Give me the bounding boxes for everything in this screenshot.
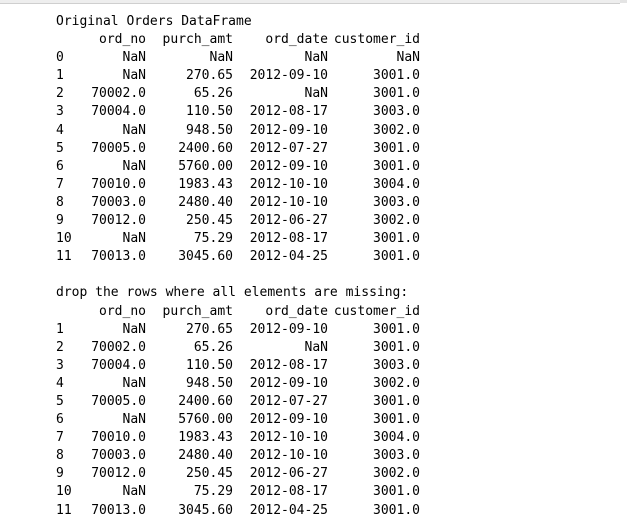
column-header: customer_id (333, 32, 420, 48)
table-cell: 2012-10-10 (249, 194, 328, 210)
table-row (56, 393, 420, 411)
table-cell: 2012-09-10 (249, 375, 328, 391)
table-cell: 3002.0 (373, 466, 420, 482)
table-cell: 3001.0 (373, 484, 420, 500)
row-index: 7 (56, 176, 64, 192)
table-cell: 3001.0 (373, 231, 420, 247)
table-cell: 3001.0 (373, 321, 420, 337)
table-cell: 110.50 (186, 104, 233, 120)
table-cell: 2012-07-27 (249, 140, 328, 156)
table-row (56, 339, 420, 357)
table-cell: NaN (122, 158, 146, 174)
table-cell: NaN (122, 122, 146, 138)
table-cell: 70012.0 (91, 213, 146, 229)
row-index: 4 (56, 122, 64, 138)
row-index: 6 (56, 412, 64, 428)
table-cell: 3045.60 (178, 249, 233, 265)
table-cell: 75.29 (193, 484, 233, 500)
row-index: 3 (56, 357, 64, 373)
table-cell: 2012-09-10 (249, 122, 328, 138)
table-row (56, 158, 420, 176)
cell-corner-edge (620, 0, 627, 3)
table-cell: 3045.60 (178, 502, 233, 518)
row-index: 3 (56, 104, 64, 120)
table-cell: 3002.0 (373, 213, 420, 229)
table-cell: 3004.0 (373, 430, 420, 446)
row-index: 8 (56, 194, 64, 210)
table-cell: 2400.60 (178, 140, 233, 156)
table-cell: 2012-10-10 (249, 176, 328, 192)
table-cell: 948.50 (186, 122, 233, 138)
table-cell: 3001.0 (373, 158, 420, 174)
table-row (56, 502, 420, 520)
row-index: 4 (56, 375, 64, 391)
table-row (56, 321, 420, 339)
row-index: 1 (56, 68, 64, 84)
table-cell: 3001.0 (373, 412, 420, 428)
table-row (56, 67, 420, 85)
dropped-rows-table (56, 303, 420, 520)
row-index: 1 (56, 321, 64, 337)
table-cell: 3003.0 (373, 194, 420, 210)
row-index: 10 (56, 484, 72, 500)
cell-top-divider (0, 3, 620, 4)
column-header (56, 303, 88, 321)
table-cell: 70002.0 (91, 339, 146, 355)
cell-output (56, 13, 420, 520)
table-cell: 70004.0 (91, 357, 146, 373)
row-index: 11 (56, 502, 72, 518)
table-row (56, 447, 420, 465)
table-cell: 75.29 (193, 231, 233, 247)
table-row (56, 194, 420, 212)
table-row (56, 49, 420, 67)
table-row (56, 176, 420, 194)
column-header: purch_amt (162, 303, 233, 319)
table-cell: 70010.0 (91, 430, 146, 446)
table-cell: 3001.0 (373, 339, 420, 355)
column-header: customer_id (333, 303, 420, 319)
table-cell: 3003.0 (373, 104, 420, 120)
table-cell: NaN (304, 86, 328, 102)
table-cell: NaN (122, 412, 146, 428)
table-cell: 3001.0 (373, 86, 420, 102)
table-cell: 3002.0 (373, 122, 420, 138)
table-cell: 948.50 (186, 375, 233, 391)
table-cell: 70012.0 (91, 466, 146, 482)
table-cell: 5760.00 (178, 158, 233, 174)
table-cell: 3001.0 (373, 393, 420, 409)
row-index: 9 (56, 213, 64, 229)
row-index: 10 (56, 231, 72, 247)
table-cell: 250.45 (186, 213, 233, 229)
table-cell: 3002.0 (373, 375, 420, 391)
table-cell: 5760.00 (178, 412, 233, 428)
row-index: 2 (56, 339, 64, 355)
column-header: ord_date (265, 32, 328, 48)
column-header: ord_no (99, 303, 146, 319)
table-header-row (56, 303, 420, 321)
table-cell: NaN (122, 321, 146, 337)
table-cell: 2012-10-10 (249, 430, 328, 446)
table-cell: NaN (209, 50, 233, 66)
column-header: purch_amt (162, 32, 233, 48)
table-cell: NaN (122, 375, 146, 391)
table-row (56, 248, 420, 266)
table-cell: 2012-04-25 (249, 502, 328, 518)
section-title-original: Original Orders DataFrame (56, 14, 252, 29)
table-cell: 2480.40 (178, 448, 233, 464)
blank-line (56, 266, 420, 284)
table-cell: 70005.0 (91, 393, 146, 409)
table-cell: 2400.60 (178, 393, 233, 409)
table-cell: NaN (304, 50, 328, 66)
table-cell: 110.50 (186, 357, 233, 373)
table-cell: 70003.0 (91, 448, 146, 464)
table-cell: 2012-08-17 (249, 104, 328, 120)
table-cell: 70002.0 (91, 86, 146, 102)
row-index: 9 (56, 466, 64, 482)
table-cell: 2480.40 (178, 194, 233, 210)
table-row (56, 230, 420, 248)
table-cell: 2012-04-25 (249, 249, 328, 265)
table-cell: 1983.43 (178, 430, 233, 446)
table-cell: 2012-10-10 (249, 448, 328, 464)
original-orders-table (56, 31, 420, 266)
table-cell: 2012-08-17 (249, 231, 328, 247)
table-row (56, 140, 420, 158)
table-cell: NaN (122, 484, 146, 500)
table-cell: 65.26 (193, 86, 233, 102)
table-row (56, 357, 420, 375)
table-row (56, 483, 420, 501)
table-cell: 70005.0 (91, 140, 146, 156)
table-cell: NaN (122, 231, 146, 247)
table-cell: 2012-06-27 (249, 213, 328, 229)
table-cell: 3003.0 (373, 448, 420, 464)
table-cell: 3001.0 (373, 502, 420, 518)
section-title-dropped: drop the rows where all elements are missing: (56, 285, 409, 301)
table-row (56, 212, 420, 230)
column-header (56, 31, 88, 49)
table-cell: 250.45 (186, 466, 233, 482)
row-index: 5 (56, 393, 64, 409)
table-row (56, 122, 420, 140)
table-cell: 2012-09-10 (249, 68, 328, 84)
table-row (56, 465, 420, 483)
table-row (56, 103, 420, 121)
row-index: 5 (56, 140, 64, 156)
table-cell: 2012-09-10 (249, 158, 328, 174)
table-header-row (56, 31, 420, 49)
table-cell: 70003.0 (91, 194, 146, 210)
table-cell: 70010.0 (91, 176, 146, 192)
table-row (56, 429, 420, 447)
table-cell: 2012-07-27 (249, 393, 328, 409)
column-header: ord_date (265, 303, 328, 319)
table-cell: 270.65 (186, 68, 233, 84)
row-index: 11 (56, 249, 72, 265)
table-cell: 3004.0 (373, 176, 420, 192)
table-cell: 70004.0 (91, 104, 146, 120)
table-row (56, 375, 420, 393)
table-cell: NaN (122, 50, 146, 66)
row-index: 7 (56, 430, 64, 446)
table-cell: 1983.43 (178, 176, 233, 192)
table-cell: 2012-08-17 (249, 357, 328, 373)
row-index: 8 (56, 448, 64, 464)
table-cell: 2012-08-17 (249, 484, 328, 500)
table-cell: 3001.0 (373, 249, 420, 265)
row-index: 0 (56, 50, 64, 66)
table-row (56, 411, 420, 429)
table-cell: NaN (304, 339, 328, 355)
table-cell: 70013.0 (91, 249, 146, 265)
row-index: 2 (56, 86, 64, 102)
table-cell: 3001.0 (373, 140, 420, 156)
row-index: 6 (56, 158, 64, 174)
table-cell: 270.65 (186, 321, 233, 337)
table-cell: 2012-09-10 (249, 321, 328, 337)
column-header: ord_no (99, 32, 146, 48)
table-row (56, 85, 420, 103)
table-cell: 2012-09-10 (249, 412, 328, 428)
table-cell: 70013.0 (91, 502, 146, 518)
table-cell: NaN (396, 50, 420, 66)
table-cell: 3003.0 (373, 357, 420, 373)
table-cell: NaN (122, 68, 146, 84)
table-cell: 3001.0 (373, 68, 420, 84)
table-cell: 65.26 (193, 339, 233, 355)
table-cell: 2012-06-27 (249, 466, 328, 482)
